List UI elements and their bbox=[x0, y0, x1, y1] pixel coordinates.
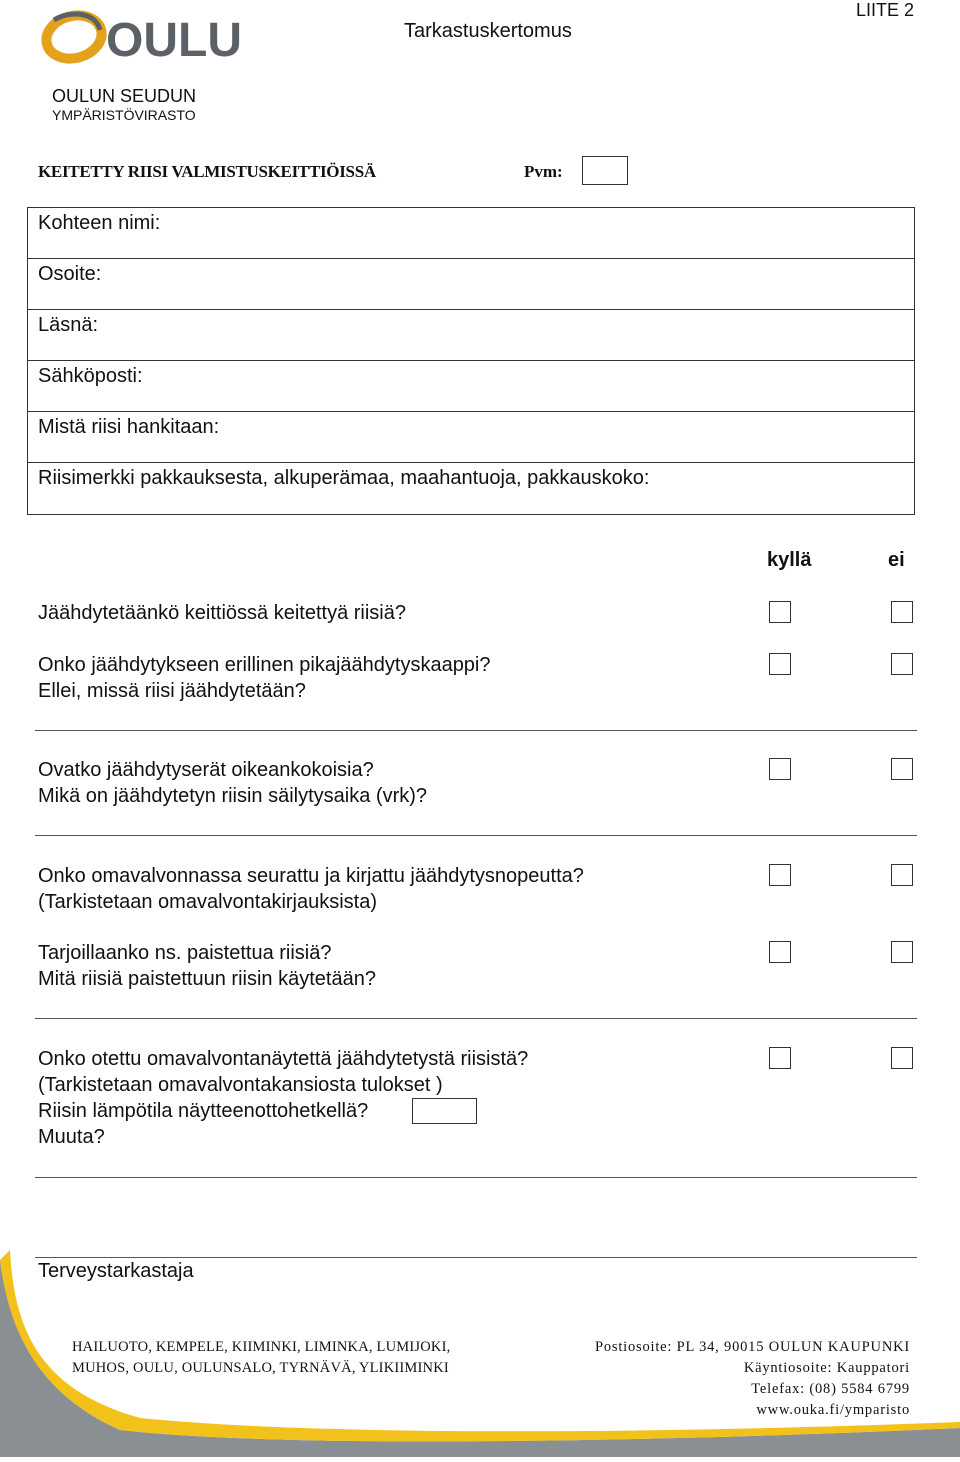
info-label: Mistä riisi hankitaan: bbox=[38, 416, 220, 438]
question-line: Muuta? bbox=[38, 1126, 105, 1148]
section-divider bbox=[35, 730, 917, 731]
info-label: Läsnä: bbox=[38, 314, 99, 336]
date-input[interactable] bbox=[582, 156, 628, 185]
visiting-address: Käyntiosoite: Kauppatori bbox=[743, 1360, 910, 1376]
q5-no-checkbox[interactable] bbox=[891, 941, 913, 963]
question-line: (Tarkistetaan omavalvontakansiosta tulokset ) bbox=[38, 1074, 443, 1096]
signature-label: Terveystarkastaja bbox=[38, 1260, 194, 1282]
info-row-present[interactable] bbox=[28, 310, 914, 361]
footer-municipalities bbox=[72, 1337, 450, 1379]
q5-yes-checkbox[interactable] bbox=[769, 941, 791, 963]
info-label: Sähköposti: bbox=[38, 365, 143, 387]
temperature-input[interactable] bbox=[412, 1098, 477, 1124]
info-row-rice-source[interactable] bbox=[28, 412, 914, 463]
footer-line: HAILUOTO, KEMPELE, KIIMINKI, LIMINKA, LUMIJOKI, bbox=[72, 1339, 451, 1355]
telefax: Telefax: (08) 5584 6799 bbox=[751, 1381, 910, 1397]
q1-yes-checkbox[interactable] bbox=[769, 601, 791, 623]
q3-no-checkbox[interactable] bbox=[891, 758, 913, 780]
logo-text: OULU bbox=[106, 14, 242, 67]
question-3 bbox=[38, 757, 427, 809]
q4-yes-checkbox[interactable] bbox=[769, 864, 791, 886]
section-divider bbox=[35, 835, 917, 836]
website-link[interactable]: www.ouka.fi/ymparisto bbox=[756, 1402, 910, 1418]
date-label: Pvm: bbox=[524, 162, 563, 181]
q1-no-checkbox[interactable] bbox=[891, 601, 913, 623]
attachment-label: LIITE 2 bbox=[855, 0, 914, 20]
question-line: Ellei, missä riisi jäähdytetään? bbox=[38, 680, 306, 702]
footer-line: MUHOS, OULU, OULUNSALO, TYRNÄVÄ, YLIKIIMINKI bbox=[72, 1360, 449, 1376]
q2-yes-checkbox[interactable] bbox=[769, 653, 791, 675]
q2-no-checkbox[interactable] bbox=[891, 653, 913, 675]
question-line: Mikä on jäähdytetyn riisin säilytysaika (vrk)? bbox=[38, 785, 428, 807]
question-line: Riisin lämpötila näytteenottohetkellä? bbox=[38, 1100, 369, 1122]
question-line: Onko omavalvonnassa seurattu ja kirjattu jäähdytysnopeutta? bbox=[38, 865, 584, 887]
info-label: Osoite: bbox=[38, 263, 102, 285]
column-yes-header: kyllä bbox=[767, 549, 812, 571]
info-row-email[interactable] bbox=[28, 361, 914, 412]
question-line: Ovatko jäähdytyserät oikeankokoisia? bbox=[38, 759, 374, 781]
question-line: (Tarkistetaan omavalvontakirjauksista) bbox=[38, 891, 378, 913]
question-line: Mitä riisiä paistettuun riisin käytetään? bbox=[38, 968, 376, 990]
info-row-rice-brand[interactable] bbox=[28, 463, 914, 514]
org-name-line2: YMPÄRISTÖVIRASTO bbox=[52, 107, 196, 123]
form-heading: KEITETTY RIISI VALMISTUSKEITTIÖISSÄ bbox=[38, 162, 376, 181]
column-no-header: ei bbox=[888, 549, 905, 571]
q3-yes-checkbox[interactable] bbox=[769, 758, 791, 780]
org-name-line1: OULUN SEUDUN bbox=[52, 86, 197, 106]
info-row-address[interactable] bbox=[28, 259, 914, 310]
question-line: Jäähdytetäänkö keittiössä keitettyä riisiä? bbox=[38, 602, 406, 624]
info-table bbox=[27, 207, 915, 515]
q6-no-checkbox[interactable] bbox=[891, 1047, 913, 1069]
oulu-logo bbox=[40, 6, 242, 68]
question-line: Tarjoillaanko ns. paistettua riisiä? bbox=[38, 942, 332, 964]
question-5 bbox=[38, 940, 376, 992]
section-divider bbox=[35, 1018, 917, 1019]
document-title: Tarkastuskertomus bbox=[404, 20, 572, 42]
question-line: Onko jäähdytykseen erillinen pikajäähdytyskaappi? bbox=[38, 654, 491, 676]
question-1 bbox=[38, 600, 406, 626]
question-line: Onko otettu omavalvontanäytettä jäähdytetystä riisistä? bbox=[38, 1048, 529, 1070]
footer-contact bbox=[595, 1337, 910, 1421]
signature-line bbox=[35, 1257, 917, 1258]
question-2 bbox=[38, 652, 491, 704]
section-divider bbox=[35, 1177, 917, 1178]
info-row-site-name[interactable] bbox=[28, 208, 914, 259]
postal-address: Postiosoite: PL 34, 90015 OULUN KAUPUNKI bbox=[594, 1339, 910, 1355]
info-label: Kohteen nimi: bbox=[38, 212, 161, 234]
info-label: Riisimerkki pakkauksesta, alkuperämaa, maahantuoja, pakkauskoko: bbox=[38, 467, 650, 489]
q6-yes-checkbox[interactable] bbox=[769, 1047, 791, 1069]
question-4 bbox=[38, 863, 584, 915]
q4-no-checkbox[interactable] bbox=[891, 864, 913, 886]
